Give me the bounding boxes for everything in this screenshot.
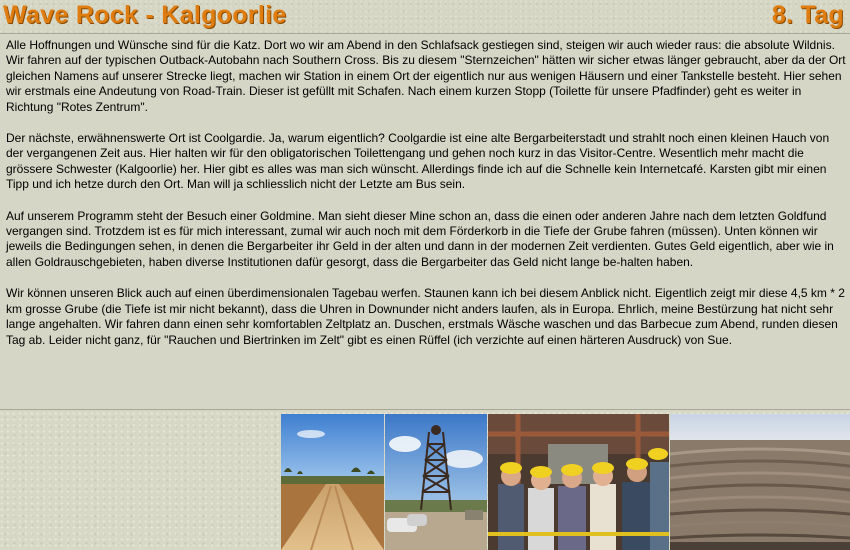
day-label: 8. Tag <box>771 1 844 29</box>
page-header <box>0 0 850 34</box>
photo-open-pit-mine[interactable] <box>670 414 850 550</box>
article-text <box>0 34 850 410</box>
paragraph-1: Alle Hoffnungen und Wünsche sind für die Katz. Dort wo wir am Abend in den Schlafsack gestiegen sind, steigen wir auch wieder raus: die absolute Wildnis. Wir fahren auf der typischen Outback-Autobahn nach Southern Cross. Bis zu diesem "Sternzeichen" hätten wir sicher etwas länger gebraucht, aber da der Ort gleichen Namens auf unserer Strecke liegt, machen wir Station in einem Ort der eigentlich nur aus wenigen Häusern und einer Tankstelle besteht. Hier sehen wir erstmals eine Andeutung von Road-Train. Dieser ist gefüllt mit Schafen. Nach einem kurzen Stopp (Toilette für unsere Pfadfinder) geht es weiter in Richtung "Rotes Zentrum". <box>6 38 846 114</box>
page-title: Wave Rock - Kalgoorlie <box>3 1 287 29</box>
paragraph-2: Der nächste, erwähnenswerte Ort ist Coolgardie. Ja, warum eigentlich? Coolgardie ist eine alte Bergarbeiterstadt und strahlt noch einen kleinen Hauch von der vergangenen Zeit aus. Hier halten wir für den obligatorischen Toilettengang und gehen noch kurz in das Visitor-Centre. Wesentlich mehr macht die grössere Schwester (Kalgoorlie) her. Hier gibt es alles was man sich wünscht. Allerdings finde ich auf die Schnelle kein Internetcafé. Karsten gibt mir einen Tipp und ich hetze durch den Ort. Man will ja schliesslich nicht der Letzte am Bus sein. <box>6 131 830 192</box>
paragraph-4: Wir können unseren Blick auch auf einen überdimensionalen Tagebau werfen. Staunen kann ich bei diesem Anblick nicht. Eigentlich zeigt mir diese 4,5 km * 2 km grosse Grube (die Tiefe ist mir nicht bekannt), dass die Uhren in Downunder nicht anders laufen, als in Europa. Ehrlich, meine Bestürzung hat nicht sehr lange angehalten. Wir fahren dann einen sehr komfortablen Zeltplatz an. Duschen, erstmals Wäsche waschen und das Barbecue zum Abend, runden diesen Tag ab. Leider nicht ganz, für "Rauchen und Biertrinken im Zelt" gibt es einen Rüffel (ich verzichte auf einen härteren Ausdruck) von Sue. <box>6 286 845 347</box>
photo-outback-road[interactable] <box>281 414 384 550</box>
paragraph-3: Auf unserem Programm steht der Besuch einer Goldmine. Man sieht dieser Mine schon an, dass die einen oder anderen Jahre nach dem letzten Goldfund vergangen sind. Trotzdem ist es für mich interessant, zumal wir auch noch mit dem Förderkorb in die Tiefe der Grube fahren (müssen). Unten können wir jeweils die Bedingungen sehen, in denen die Bergarbeiter ihr Geld in der alten und dann in der modernen Zeit verdienten. Gutes Geld eigentlich, aber wie in allen Goldrauschgebieten, haben diverse Institutionen dafür gesorgt, dass die Bergarbeiter das Geld nicht lange be-halten haben. <box>6 208 834 269</box>
photo-mine-headframe[interactable] <box>385 414 487 550</box>
photo-group-hard-hats[interactable] <box>488 414 669 550</box>
